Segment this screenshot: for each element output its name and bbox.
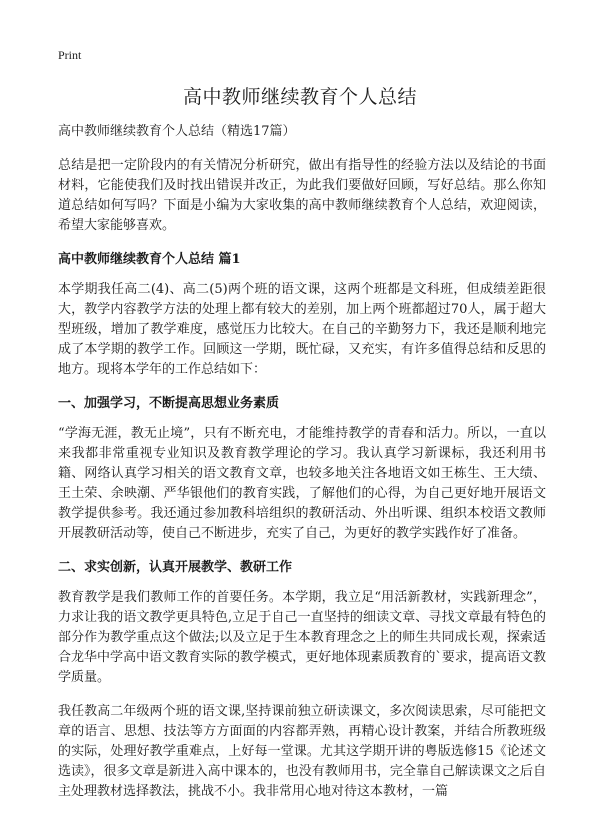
article-subtitle: 高中教师继续教育个人总结（精选17篇）: [58, 124, 296, 139]
intro-paragraph: 总结是把一定阶段内的有关情况分析研究，做出有指导性的经验方法以及结论的书面材料，它能使我们及时找出错误并改正，为此我们要做好回顾，写好总结。那么你知道总结如何写吗？下面是小编为大家收集的高中教师继续教育个人总结，欢迎阅读，希望大家能够喜欢。: [58, 158, 546, 233]
section1-paragraph: “学海无涯，教无止境”，只有不断充电，才能维持教学的青春和活力。所以，一直以来我都非常重视专业知识及教育教学理论的学习。我认真学习新课标，我还利用书籍、网络认真学习相关的语文教育文章，也较多地关注各地语文如王栋生、王大绩、王土荣、余映潮、严华银他们的教育实践，了解他们的心得，为自己更好地开展语文教学提供参考。我还通过参加教科培组织的教研活动、外出听课、组织本校语文教师开展教研活动等，使自己不断进步，充实了自己，为更好的教学实践作好了准备。: [58, 426, 546, 541]
section1-heading: 一、加强学习，不断提高思想业务素质: [58, 396, 280, 411]
section2-paragraph-2: 我任教高二年级两个班的语文课,坚持课前独立研读课文，多次阅读思索，尽可能把文章的语言、思想、技法等方方面面的内容都弄熟，再精心设计教案，并结合所教班级的实际，处理好教学重难点，上好每一堂课。尤其这学期开讲的粤版选修15《论述文选读》，很多文章是新进入高中课本的，也没有教师用书，完全靠自己解读课文之后自主处理教材选择教法，挑战不小。我非常用心地对待这本教材，一篇: [58, 704, 546, 799]
article-body: [58, 122, 546, 816]
article-heading: 高中教师继续教育个人总结 篇1: [58, 252, 241, 267]
section2-paragraph-1: 教育教学是我们教师工作的首要任务。本学期，我立足“用活新教材，实践新理念”，力求让我的语文教学更具特色,立足于自己一直坚持的细读文章、寻找文章最有特色的部分作为教学重点这个做法;以及立足于生本教育理念之上的师生共同成长观，探索适合龙华中学高中语文教育实际的教学模式，更好地体现素质教育的`要求，提高语文教学质量。: [58, 590, 546, 685]
page-title: 高中教师继续教育个人总结: [182, 86, 417, 108]
print-link[interactable]: Print: [58, 48, 82, 62]
article-intro-paragraph: 本学期我任高二(4)、高二(5)两个班的语文课，这两个班都是文科班，但成绩差距很大，教学内容教学方法的处理上都有较大的差别，加上两个班都超过70人，属于超大型班级，增加了教学难度，感觉压力比较大。在自己的辛勤努力下，我还是顺利地完成了本学期的教学工作。回顾这一学期，既忙碌，又充实，有许多值得总结和反思的地方。现将本学年的工作总结如下：: [58, 282, 546, 377]
section2-heading: 二、求实创新，认真开展教学、教研工作: [58, 560, 293, 575]
